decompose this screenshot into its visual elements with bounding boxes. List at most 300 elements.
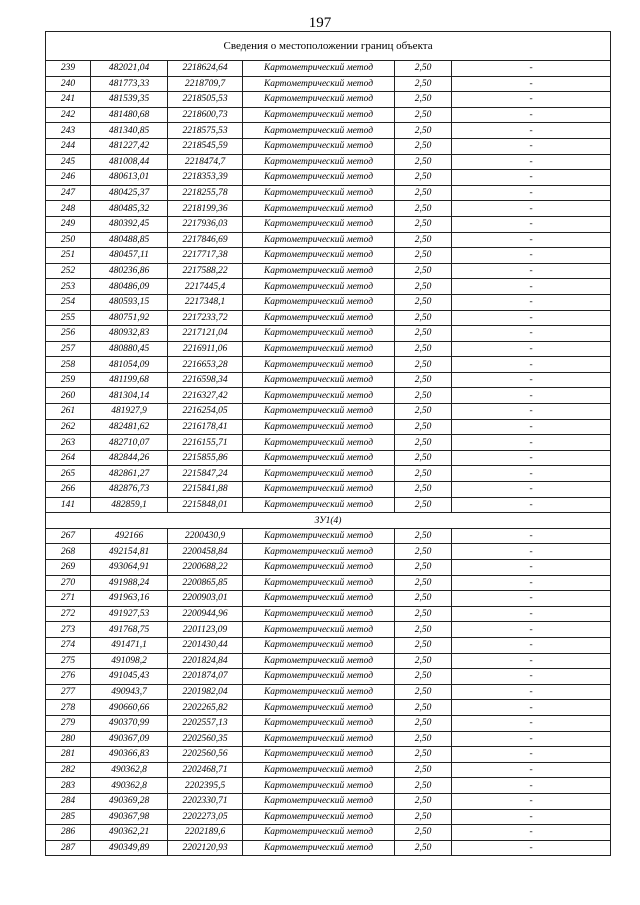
method: Картометрический метод bbox=[243, 107, 395, 123]
method: Картометрический метод bbox=[243, 528, 395, 544]
table-row bbox=[46, 793, 611, 809]
note: - bbox=[452, 450, 611, 466]
x-coordinate: 491988,24 bbox=[91, 575, 168, 591]
table-row bbox=[46, 279, 611, 295]
method: Картометрический метод bbox=[243, 170, 395, 186]
y-coordinate: 2218255,78 bbox=[168, 185, 243, 201]
method: Картометрический метод bbox=[243, 201, 395, 217]
point-number: 249 bbox=[46, 216, 91, 232]
y-coordinate: 2216327,42 bbox=[168, 388, 243, 404]
note: - bbox=[452, 591, 611, 607]
point-number: 264 bbox=[46, 450, 91, 466]
accuracy: 2,50 bbox=[395, 76, 452, 92]
y-coordinate: 2202189,6 bbox=[168, 825, 243, 841]
accuracy: 2,50 bbox=[395, 450, 452, 466]
note: - bbox=[452, 263, 611, 279]
point-number: 274 bbox=[46, 637, 91, 653]
note: - bbox=[452, 201, 611, 217]
point-number: 279 bbox=[46, 715, 91, 731]
y-coordinate: 2201874,07 bbox=[168, 669, 243, 685]
method: Картометрический метод bbox=[243, 450, 395, 466]
table-row bbox=[46, 263, 611, 279]
table-row bbox=[46, 715, 611, 731]
accuracy: 2,50 bbox=[395, 684, 452, 700]
y-coordinate: 2218199,36 bbox=[168, 201, 243, 217]
note: - bbox=[452, 61, 611, 77]
table-row bbox=[46, 622, 611, 638]
x-coordinate: 481227,42 bbox=[91, 138, 168, 154]
point-number: 269 bbox=[46, 560, 91, 576]
accuracy: 2,50 bbox=[395, 279, 452, 295]
point-number: 277 bbox=[46, 684, 91, 700]
y-coordinate: 2201123,09 bbox=[168, 622, 243, 638]
method: Картометрический метод bbox=[243, 435, 395, 451]
y-coordinate: 2202560,35 bbox=[168, 731, 243, 747]
accuracy: 2,50 bbox=[395, 700, 452, 716]
accuracy: 2,50 bbox=[395, 606, 452, 622]
accuracy: 2,50 bbox=[395, 637, 452, 653]
y-coordinate: 2217936,03 bbox=[168, 216, 243, 232]
x-coordinate: 480457,11 bbox=[91, 248, 168, 264]
table-row bbox=[46, 840, 611, 856]
x-coordinate: 490367,98 bbox=[91, 809, 168, 825]
point-number: 287 bbox=[46, 840, 91, 856]
table-row bbox=[46, 809, 611, 825]
x-coordinate: 482876,73 bbox=[91, 482, 168, 498]
note: - bbox=[452, 170, 611, 186]
table-row bbox=[46, 216, 611, 232]
note: - bbox=[452, 232, 611, 248]
y-coordinate: 2218545,59 bbox=[168, 138, 243, 154]
point-number: 284 bbox=[46, 793, 91, 809]
x-coordinate: 481539,35 bbox=[91, 92, 168, 108]
point-number: 254 bbox=[46, 294, 91, 310]
method: Картометрический метод bbox=[243, 591, 395, 607]
x-coordinate: 490370,99 bbox=[91, 715, 168, 731]
point-number: 267 bbox=[46, 528, 91, 544]
note: - bbox=[452, 294, 611, 310]
note: - bbox=[452, 388, 611, 404]
table-row bbox=[46, 482, 611, 498]
table-row bbox=[46, 341, 611, 357]
method: Картометрический метод bbox=[243, 653, 395, 669]
x-coordinate: 482859,1 bbox=[91, 497, 168, 513]
table-row bbox=[46, 497, 611, 513]
x-coordinate: 491768,75 bbox=[91, 622, 168, 638]
x-coordinate: 480932,83 bbox=[91, 326, 168, 342]
method: Картометрический метод bbox=[243, 341, 395, 357]
point-number: 263 bbox=[46, 435, 91, 451]
y-coordinate: 2217233,72 bbox=[168, 310, 243, 326]
table-title: Сведения о местоположении границ объекта bbox=[46, 32, 611, 61]
note: - bbox=[452, 622, 611, 638]
note: - bbox=[452, 497, 611, 513]
y-coordinate: 2218600,73 bbox=[168, 107, 243, 123]
method: Картометрический метод bbox=[243, 326, 395, 342]
y-coordinate: 2202330,71 bbox=[168, 793, 243, 809]
note: - bbox=[452, 840, 611, 856]
point-number: 242 bbox=[46, 107, 91, 123]
method: Картометрический метод bbox=[243, 248, 395, 264]
accuracy: 2,50 bbox=[395, 560, 452, 576]
method: Картометрический метод bbox=[243, 92, 395, 108]
section-header-row bbox=[46, 513, 611, 529]
y-coordinate: 2200688,22 bbox=[168, 560, 243, 576]
point-number: 239 bbox=[46, 61, 91, 77]
point-number: 272 bbox=[46, 606, 91, 622]
table-row bbox=[46, 248, 611, 264]
point-number: 285 bbox=[46, 809, 91, 825]
note: - bbox=[452, 825, 611, 841]
point-number: 268 bbox=[46, 544, 91, 560]
table-row bbox=[46, 466, 611, 482]
method: Картометрический метод bbox=[243, 419, 395, 435]
y-coordinate: 2217121,04 bbox=[168, 326, 243, 342]
note: - bbox=[452, 326, 611, 342]
method: Картометрический метод bbox=[243, 606, 395, 622]
x-coordinate: 481199,68 bbox=[91, 372, 168, 388]
table-row bbox=[46, 372, 611, 388]
x-coordinate: 491045,43 bbox=[91, 669, 168, 685]
accuracy: 2,50 bbox=[395, 544, 452, 560]
method: Картометрический метод bbox=[243, 372, 395, 388]
table-row bbox=[46, 357, 611, 373]
point-number: 258 bbox=[46, 357, 91, 373]
accuracy: 2,50 bbox=[395, 809, 452, 825]
y-coordinate: 2216155,71 bbox=[168, 435, 243, 451]
table-row bbox=[46, 528, 611, 544]
boundary-coordinates-table bbox=[45, 31, 611, 856]
x-coordinate: 492166 bbox=[91, 528, 168, 544]
point-number: 262 bbox=[46, 419, 91, 435]
x-coordinate: 481773,33 bbox=[91, 76, 168, 92]
accuracy: 2,50 bbox=[395, 404, 452, 420]
note: - bbox=[452, 185, 611, 201]
x-coordinate: 480392,45 bbox=[91, 216, 168, 232]
table-row bbox=[46, 326, 611, 342]
table-row bbox=[46, 310, 611, 326]
x-coordinate: 481008,44 bbox=[91, 154, 168, 170]
y-coordinate: 2217348,1 bbox=[168, 294, 243, 310]
y-coordinate: 2200944,96 bbox=[168, 606, 243, 622]
accuracy: 2,50 bbox=[395, 622, 452, 638]
note: - bbox=[452, 372, 611, 388]
point-number: 278 bbox=[46, 700, 91, 716]
accuracy: 2,50 bbox=[395, 170, 452, 186]
x-coordinate: 482844,26 bbox=[91, 450, 168, 466]
note: - bbox=[452, 310, 611, 326]
method: Картометрический метод bbox=[243, 482, 395, 498]
table-body bbox=[46, 32, 611, 856]
y-coordinate: 2215847,24 bbox=[168, 466, 243, 482]
table-row bbox=[46, 747, 611, 763]
accuracy: 2,50 bbox=[395, 263, 452, 279]
point-number: 270 bbox=[46, 575, 91, 591]
point-number: 243 bbox=[46, 123, 91, 139]
y-coordinate: 2215855,86 bbox=[168, 450, 243, 466]
accuracy: 2,50 bbox=[395, 497, 452, 513]
table-row bbox=[46, 606, 611, 622]
accuracy: 2,50 bbox=[395, 840, 452, 856]
accuracy: 2,50 bbox=[395, 357, 452, 373]
accuracy: 2,50 bbox=[395, 731, 452, 747]
point-number: 275 bbox=[46, 653, 91, 669]
point-number: 255 bbox=[46, 310, 91, 326]
method: Картометрический метод bbox=[243, 747, 395, 763]
method: Картометрический метод bbox=[243, 825, 395, 841]
table-row bbox=[46, 653, 611, 669]
y-coordinate: 2202557,13 bbox=[168, 715, 243, 731]
x-coordinate: 480593,15 bbox=[91, 294, 168, 310]
x-coordinate: 482861,27 bbox=[91, 466, 168, 482]
table-row bbox=[46, 669, 611, 685]
y-coordinate: 2202468,71 bbox=[168, 762, 243, 778]
y-coordinate: 2217846,69 bbox=[168, 232, 243, 248]
table-row bbox=[46, 591, 611, 607]
table-row bbox=[46, 201, 611, 217]
y-coordinate: 2216653,28 bbox=[168, 357, 243, 373]
x-coordinate: 480488,85 bbox=[91, 232, 168, 248]
point-number: 256 bbox=[46, 326, 91, 342]
x-coordinate: 480486,09 bbox=[91, 279, 168, 295]
y-coordinate: 2202395,5 bbox=[168, 778, 243, 794]
x-coordinate: 490349,89 bbox=[91, 840, 168, 856]
accuracy: 2,50 bbox=[395, 591, 452, 607]
y-coordinate: 2202560,56 bbox=[168, 747, 243, 763]
point-number: 260 bbox=[46, 388, 91, 404]
note: - bbox=[452, 793, 611, 809]
y-coordinate: 2216598,34 bbox=[168, 372, 243, 388]
point-number: 273 bbox=[46, 622, 91, 638]
note: - bbox=[452, 279, 611, 295]
accuracy: 2,50 bbox=[395, 232, 452, 248]
x-coordinate: 480880,45 bbox=[91, 341, 168, 357]
y-coordinate: 2217717,38 bbox=[168, 248, 243, 264]
method: Картометрический метод bbox=[243, 560, 395, 576]
x-coordinate: 491927,53 bbox=[91, 606, 168, 622]
note: - bbox=[452, 653, 611, 669]
point-number: 245 bbox=[46, 154, 91, 170]
note: - bbox=[452, 76, 611, 92]
point-number: 248 bbox=[46, 201, 91, 217]
table-row bbox=[46, 76, 611, 92]
y-coordinate: 2215848,01 bbox=[168, 497, 243, 513]
y-coordinate: 2200903,01 bbox=[168, 591, 243, 607]
table-row bbox=[46, 450, 611, 466]
accuracy: 2,50 bbox=[395, 482, 452, 498]
x-coordinate: 490362,21 bbox=[91, 825, 168, 841]
table-row bbox=[46, 92, 611, 108]
x-coordinate: 490369,28 bbox=[91, 793, 168, 809]
accuracy: 2,50 bbox=[395, 747, 452, 763]
x-coordinate: 480236,86 bbox=[91, 263, 168, 279]
note: - bbox=[452, 419, 611, 435]
table-row bbox=[46, 294, 611, 310]
method: Картометрический метод bbox=[243, 622, 395, 638]
point-number: 265 bbox=[46, 466, 91, 482]
note: - bbox=[452, 747, 611, 763]
note: - bbox=[452, 544, 611, 560]
note: - bbox=[452, 637, 611, 653]
method: Картометрический метод bbox=[243, 61, 395, 77]
accuracy: 2,50 bbox=[395, 201, 452, 217]
x-coordinate: 480613,01 bbox=[91, 170, 168, 186]
point-number: 141 bbox=[46, 497, 91, 513]
point-number: 266 bbox=[46, 482, 91, 498]
table-row bbox=[46, 684, 611, 700]
note: - bbox=[452, 560, 611, 576]
table-row bbox=[46, 778, 611, 794]
y-coordinate: 2218624,64 bbox=[168, 61, 243, 77]
method: Картометрический метод bbox=[243, 263, 395, 279]
note: - bbox=[452, 715, 611, 731]
table-row bbox=[46, 731, 611, 747]
method: Картометрический метод bbox=[243, 809, 395, 825]
x-coordinate: 491963,16 bbox=[91, 591, 168, 607]
method: Картометрический метод bbox=[243, 731, 395, 747]
y-coordinate: 2218474,7 bbox=[168, 154, 243, 170]
y-coordinate: 2215841,88 bbox=[168, 482, 243, 498]
y-coordinate: 2216178,41 bbox=[168, 419, 243, 435]
x-coordinate: 491098,2 bbox=[91, 653, 168, 669]
y-coordinate: 2201824,84 bbox=[168, 653, 243, 669]
accuracy: 2,50 bbox=[395, 419, 452, 435]
method: Картометрический метод bbox=[243, 388, 395, 404]
accuracy: 2,50 bbox=[395, 793, 452, 809]
note: - bbox=[452, 528, 611, 544]
accuracy: 2,50 bbox=[395, 669, 452, 685]
point-number: 282 bbox=[46, 762, 91, 778]
table-row bbox=[46, 232, 611, 248]
method: Картометрический метод bbox=[243, 762, 395, 778]
method: Картометрический метод bbox=[243, 840, 395, 856]
y-coordinate: 2201982,04 bbox=[168, 684, 243, 700]
method: Картометрический метод bbox=[243, 185, 395, 201]
method: Картометрический метод bbox=[243, 715, 395, 731]
accuracy: 2,50 bbox=[395, 154, 452, 170]
x-coordinate: 480751,92 bbox=[91, 310, 168, 326]
note: - bbox=[452, 216, 611, 232]
point-number: 257 bbox=[46, 341, 91, 357]
accuracy: 2,50 bbox=[395, 372, 452, 388]
y-coordinate: 2218575,53 bbox=[168, 123, 243, 139]
note: - bbox=[452, 575, 611, 591]
accuracy: 2,50 bbox=[395, 326, 452, 342]
method: Картометрический метод bbox=[243, 544, 395, 560]
table-row bbox=[46, 138, 611, 154]
point-number: 280 bbox=[46, 731, 91, 747]
y-coordinate: 2216254,05 bbox=[168, 404, 243, 420]
point-number: 241 bbox=[46, 92, 91, 108]
note: - bbox=[452, 669, 611, 685]
accuracy: 2,50 bbox=[395, 92, 452, 108]
y-coordinate: 2216911,06 bbox=[168, 341, 243, 357]
point-number: 244 bbox=[46, 138, 91, 154]
note: - bbox=[452, 684, 611, 700]
method: Картометрический метод bbox=[243, 76, 395, 92]
accuracy: 2,50 bbox=[395, 435, 452, 451]
note: - bbox=[452, 700, 611, 716]
table-row bbox=[46, 637, 611, 653]
y-coordinate: 2200430,9 bbox=[168, 528, 243, 544]
table-row bbox=[46, 435, 611, 451]
note: - bbox=[452, 154, 611, 170]
accuracy: 2,50 bbox=[395, 825, 452, 841]
x-coordinate: 481480,68 bbox=[91, 107, 168, 123]
point-number: 276 bbox=[46, 669, 91, 685]
note: - bbox=[452, 107, 611, 123]
x-coordinate: 481304,14 bbox=[91, 388, 168, 404]
table-row bbox=[46, 170, 611, 186]
method: Картометрический метод bbox=[243, 123, 395, 139]
table-row bbox=[46, 544, 611, 560]
accuracy: 2,50 bbox=[395, 216, 452, 232]
method: Картометрический метод bbox=[243, 154, 395, 170]
y-coordinate: 2217588,22 bbox=[168, 263, 243, 279]
accuracy: 2,50 bbox=[395, 138, 452, 154]
note: - bbox=[452, 466, 611, 482]
point-number: 240 bbox=[46, 76, 91, 92]
accuracy: 2,50 bbox=[395, 61, 452, 77]
point-number: 247 bbox=[46, 185, 91, 201]
table-title-row bbox=[46, 32, 611, 61]
x-coordinate: 482481,62 bbox=[91, 419, 168, 435]
accuracy: 2,50 bbox=[395, 123, 452, 139]
x-coordinate: 490660,66 bbox=[91, 700, 168, 716]
method: Картометрический метод bbox=[243, 232, 395, 248]
accuracy: 2,50 bbox=[395, 294, 452, 310]
x-coordinate: 481054,09 bbox=[91, 357, 168, 373]
note: - bbox=[452, 606, 611, 622]
x-coordinate: 490362,8 bbox=[91, 762, 168, 778]
method: Картометрический метод bbox=[243, 778, 395, 794]
note: - bbox=[452, 809, 611, 825]
method: Картометрический метод bbox=[243, 637, 395, 653]
accuracy: 2,50 bbox=[395, 762, 452, 778]
method: Картометрический метод bbox=[243, 793, 395, 809]
table-row bbox=[46, 107, 611, 123]
y-coordinate: 2218353,39 bbox=[168, 170, 243, 186]
method: Картометрический метод bbox=[243, 684, 395, 700]
x-coordinate: 491471,1 bbox=[91, 637, 168, 653]
accuracy: 2,50 bbox=[395, 107, 452, 123]
method: Картометрический метод bbox=[243, 669, 395, 685]
accuracy: 2,50 bbox=[395, 778, 452, 794]
point-number: 286 bbox=[46, 825, 91, 841]
point-number: 251 bbox=[46, 248, 91, 264]
x-coordinate: 493064,91 bbox=[91, 560, 168, 576]
x-coordinate: 490366,83 bbox=[91, 747, 168, 763]
table-row bbox=[46, 700, 611, 716]
note: - bbox=[452, 341, 611, 357]
method: Картометрический метод bbox=[243, 357, 395, 373]
method: Картометрический метод bbox=[243, 700, 395, 716]
point-number: 259 bbox=[46, 372, 91, 388]
point-number: 253 bbox=[46, 279, 91, 295]
y-coordinate: 2200458,84 bbox=[168, 544, 243, 560]
y-coordinate: 2201430,44 bbox=[168, 637, 243, 653]
method: Картометрический метод bbox=[243, 310, 395, 326]
table-row bbox=[46, 825, 611, 841]
table-row bbox=[46, 123, 611, 139]
x-coordinate: 482710,07 bbox=[91, 435, 168, 451]
note: - bbox=[452, 404, 611, 420]
note: - bbox=[452, 248, 611, 264]
x-coordinate: 492154,81 bbox=[91, 544, 168, 560]
method: Картометрический метод bbox=[243, 279, 395, 295]
table-row bbox=[46, 388, 611, 404]
point-number: 283 bbox=[46, 778, 91, 794]
